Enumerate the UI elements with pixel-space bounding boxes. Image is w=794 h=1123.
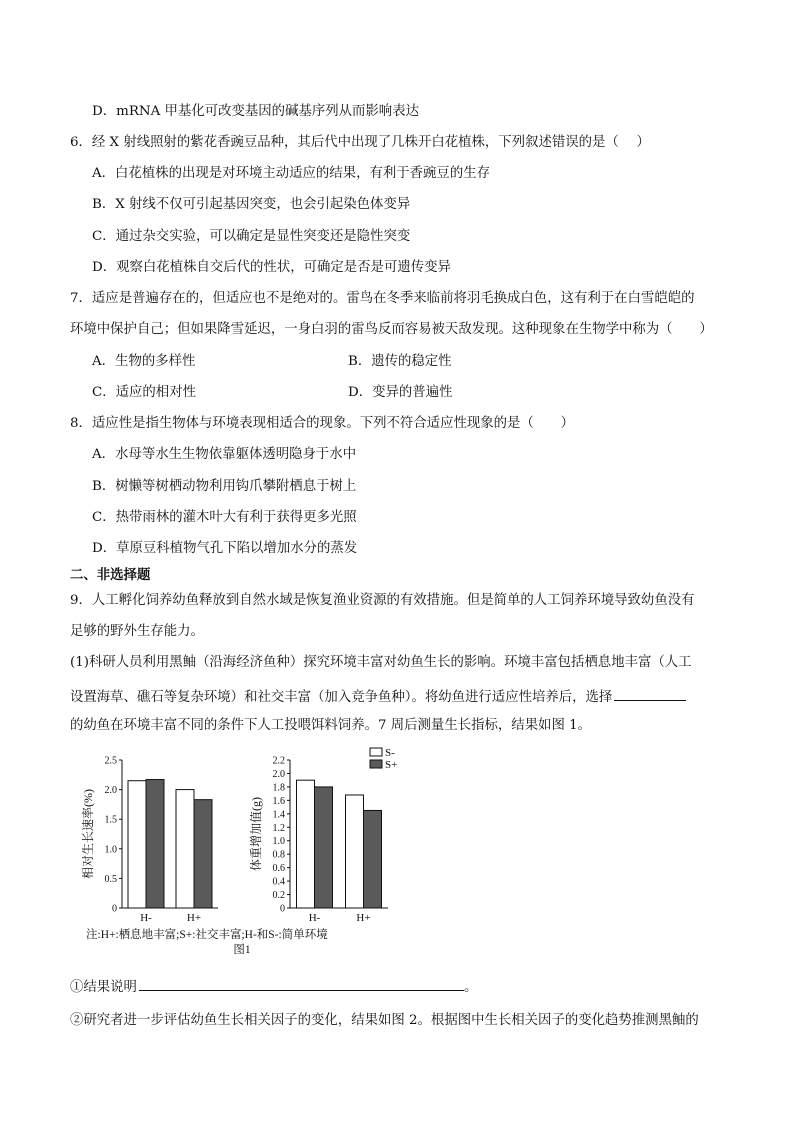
y-tick-label: 0.4 <box>272 876 285 888</box>
y-tick-label: 1.5 <box>104 814 117 826</box>
q9-stem-line1: 9．人工孵化饲养幼鱼释放到自然水域是恢复渔业资源的有效措施。但是简单的人工饲养环境导致幼鱼没有 <box>70 593 695 608</box>
section-title: 二、非选择题 <box>70 567 151 583</box>
y-tick-label: 1.6 <box>272 795 285 807</box>
bar-S+-H+ <box>194 800 212 908</box>
bar-S+-H- <box>315 787 333 908</box>
figure-note: 注:H+:栖息地丰富;S+:社交丰富;H-和S-:简单环境 <box>86 929 328 941</box>
y-tick-label: 1.2 <box>272 822 285 834</box>
y-tick-label: 1.0 <box>272 836 285 848</box>
q8-stem: 8．适应性是指生物体与环境表现相适合的现象。下列不符合适应性现象的是（ ） <box>70 416 574 431</box>
q9-sub1-end: 。 <box>463 980 478 995</box>
y-tick-label: 0 <box>112 903 117 915</box>
y-tick-label: 2.5 <box>104 755 117 767</box>
q9-part1-line3: 的幼鱼在环境丰富不同的条件下人工投喂饵料饲养。7 周后测量生长指标，结果如图 1。 <box>70 718 592 733</box>
chart-weight-gain <box>248 747 397 924</box>
y-tick-label: 1.4 <box>272 809 285 821</box>
q8-option-d: D．草原豆科植物气孔下陷以增加水分的蒸发 <box>92 541 358 556</box>
y-tick-label: 0 <box>280 903 285 915</box>
y-tick-label: 2.2 <box>272 755 285 767</box>
figure-caption: 图1 <box>233 944 251 956</box>
figure-1 <box>78 746 408 958</box>
y-tick-label: 2.0 <box>104 785 117 797</box>
x-tick-label: H- <box>140 912 152 924</box>
legend-label: S- <box>385 747 395 759</box>
bar-S+-H- <box>146 780 164 908</box>
q9-stem-line2: 足够的野外生存能力。 <box>70 624 204 639</box>
x-tick-label: H- <box>308 912 321 924</box>
q9-part1-line1: (1)科研人员利用黑鲉（沿海经济鱼种）探究环境丰富对幼鱼生长的影响。环境丰富包括栖息地丰富（人工 <box>70 655 692 670</box>
q7-stem-line1: 7．适应是普遍存在的，但适应也不是绝对的。雷鸟在冬季来临前将羽毛换成白色，这有利于在白雪皑皑的 <box>70 291 695 306</box>
y-tick-label: 0.5 <box>104 873 117 885</box>
legend-swatch-S- <box>370 748 382 756</box>
q5-option-d: D．mRNA 甲基化可改变基因的碱基序列从而影响表达 <box>92 104 419 119</box>
q7-option-a: A．生物的多样性 <box>92 354 196 369</box>
y-tick-label: 0.6 <box>272 863 285 875</box>
y-tick-label: 0.2 <box>272 890 285 902</box>
chart-growth-rate <box>80 756 218 925</box>
answer-blank-2[interactable] <box>139 976 464 991</box>
bar-S--H- <box>128 781 146 908</box>
q6-option-b: B．X 射线不仅可引起基因突变，也会引起染色体变异 <box>92 197 411 212</box>
y-tick-label: 0.8 <box>272 849 285 861</box>
q6-option-d: D．观察白花植株自交后代的性状，可确定是否是可遗传变异 <box>92 260 451 275</box>
q7-stem-line2: 环境中保护自己；但如果降雪延迟，一身白羽的雷鸟反而容易被天敌发现。这种现象在生物学中称为（ ） <box>70 322 713 337</box>
legend-swatch-S+ <box>370 760 382 768</box>
bar-S--H+ <box>346 795 364 908</box>
x-tick-label: H+ <box>356 912 371 924</box>
q8-option-c: C．热带雨林的灌木叶大有利于获得更多光照 <box>92 510 357 525</box>
x-tick-label: H+ <box>186 912 202 924</box>
q9-part1-line2-text: 设置海草、礁石等复杂环境）和社交丰富（加入竞争鱼种）。将幼鱼进行适应性培养后，选择 <box>70 690 613 705</box>
q7-option-c: C．适应的相对性 <box>92 385 196 400</box>
q9-part1-line2 <box>70 686 686 707</box>
bar-S--H- <box>297 780 315 908</box>
y-axis-label: 相对生长速率(%) <box>81 789 95 879</box>
y-tick-label: 2.0 <box>272 768 285 780</box>
q8-option-a: A．水母等水生生物依靠躯体透明隐身于水中 <box>92 447 357 462</box>
q8-option-b: B．树懒等树栖动物利用钩爪攀附栖息于树上 <box>92 479 357 494</box>
q6-stem: 6．经 X 射线照射的紫花香豌豆品种，其后代中出现了几株开白花植株，下列叙述错误的是（ ） <box>70 135 650 150</box>
bar-S+-H+ <box>364 810 382 908</box>
q7-option-d: D．变异的普遍性 <box>348 385 453 400</box>
q7-option-b: B．遗传的稳定性 <box>348 354 452 369</box>
y-tick-label: 1.8 <box>272 782 285 794</box>
answer-blank-1[interactable] <box>614 686 686 701</box>
q9-sub1 <box>70 976 477 997</box>
bar-S--H+ <box>176 790 194 908</box>
q9-sub2: ②研究者进一步评估幼鱼生长相关因子的变化，结果如图 2。根据图中生长相关因子的变化趋势推测黑鲉的 <box>70 1013 699 1028</box>
q9-sub1-label: ①结果说明 <box>70 980 137 995</box>
y-tick-label: 1.0 <box>104 844 117 856</box>
q6-option-a: A．白花植株的出现是对环境主动适应的结果，有利于香豌豆的生存 <box>92 166 490 181</box>
y-axis-label: 体重增加值(g) <box>249 797 263 871</box>
q6-option-c: C．通过杂交实验，可以确定是显性突变还是隐性突变 <box>92 229 411 244</box>
legend-label: S+ <box>385 759 398 771</box>
